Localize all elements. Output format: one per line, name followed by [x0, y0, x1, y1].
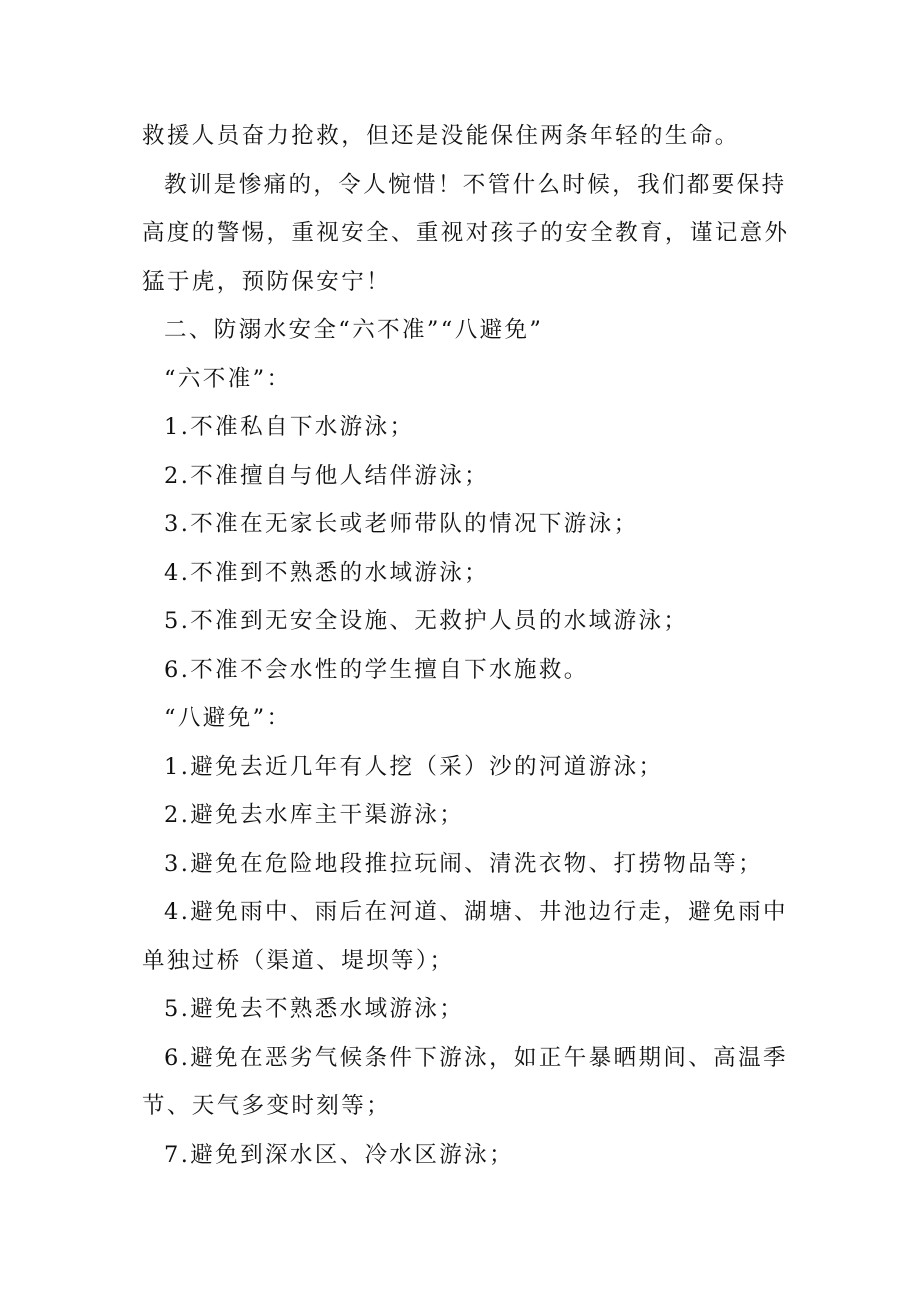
list-item: 4.避免雨中、雨后在河道、湖塘、井池边行走，避免雨中单独过桥（渠道、堤坝等）； — [142, 899, 788, 974]
list-item: 2.避免去水库主干渠游泳； — [164, 802, 465, 828]
list-item: 3.不准在无家长或老师带队的情况下游泳； — [164, 511, 639, 537]
document-body — [142, 112, 792, 1179]
list-item: 1.避免去近几年有人挖（采）沙的河道游泳； — [164, 753, 664, 780]
section-heading: 二、防溺水安全“六不准”“八避免” — [164, 317, 544, 343]
subheading-eight-avoidances: “八避免”： — [164, 705, 292, 731]
list-item: 5.不准到无安全设施、无救护人员的水域游泳； — [164, 608, 689, 634]
list-item: 3.避免在危险地段推拉玩闹、清洗衣物、打捞物品等； — [164, 850, 763, 877]
list-item: 1.不准私自下水游泳； — [164, 414, 415, 440]
list-item: 6.避免在恶劣气候条件下游泳，如正午暴晒期间、高温季节、天气多变时刻等； — [142, 1044, 788, 1119]
paragraph-rescue-outcome: 救援人员奋力抢救，但还是没能保住两条年轻的生命。 — [142, 123, 740, 149]
subheading-six-prohibitions: “六不准”： — [164, 365, 292, 392]
list-item: 2.不准擅自与他人结伴游泳； — [164, 462, 490, 489]
list-item: 4.不准到不熟悉的水域游泳； — [164, 559, 490, 586]
list-item: 7.避免到深水区、冷水区游泳； — [164, 1141, 514, 1168]
paragraph-lesson: 教训是惨痛的，令人惋惜！不管什么时候，我们都要保持高度的警惕，重视安全、重视对孩子的安全教育，谨记意外猛于虎，预防保安宁！ — [142, 171, 790, 295]
list-item: 6.不准不会水性的学生擅自下水施救。 — [164, 656, 589, 683]
list-item: 5.避免去不熟悉水域游泳； — [164, 996, 465, 1022]
